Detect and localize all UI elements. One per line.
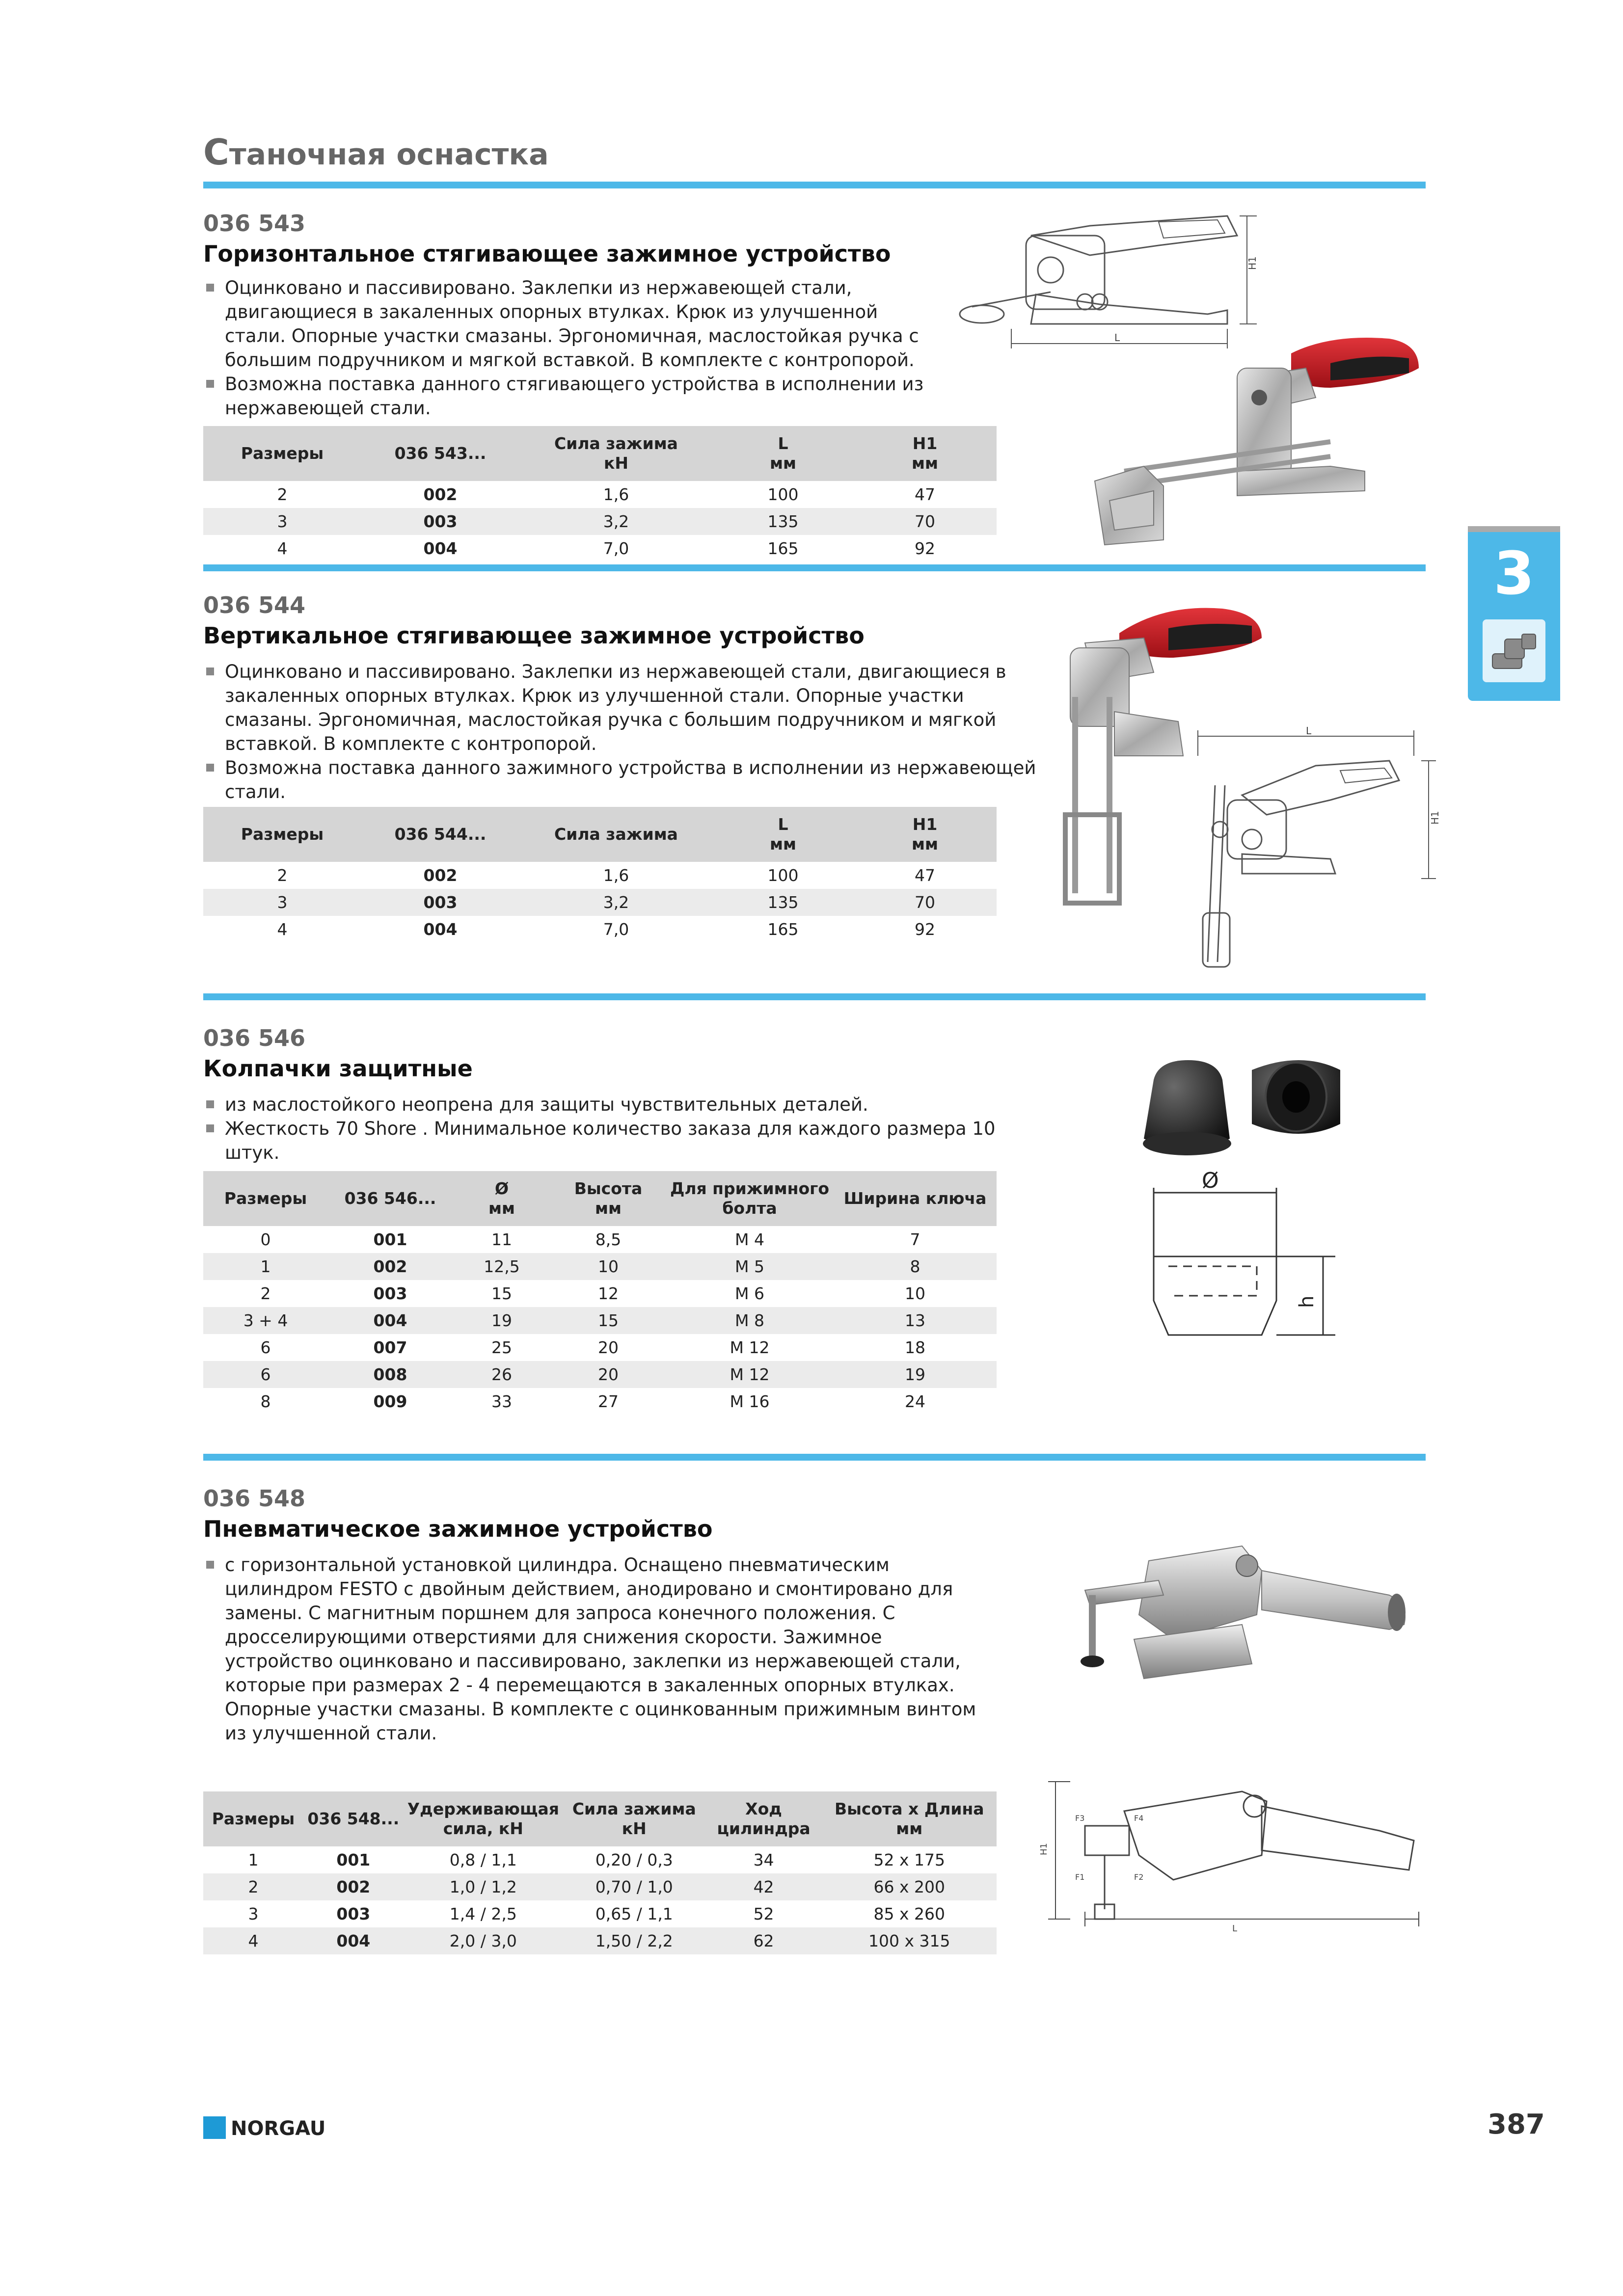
- table-header: 036 548...: [303, 1791, 404, 1846]
- table-row: 2 002 1,0 / 1,2 0,70 / 1,0 42 66 x 200: [203, 1873, 997, 1900]
- table-row: 6 007 25 20 M 12 18: [260, 1338, 925, 1357]
- table-row: 3 003 3,2 135 70: [203, 508, 997, 535]
- table-header: L мм: [713, 807, 853, 862]
- table-header: Размеры: [203, 1171, 328, 1226]
- product-code: 036 548: [203, 1485, 306, 1512]
- dim-label: H1: [1429, 811, 1441, 825]
- table-row: 0 001 11 8,5 M 4 7: [260, 1230, 920, 1249]
- table-header: Размеры: [203, 807, 361, 862]
- table-row: 6 008 26 20 M 12 19: [203, 1361, 997, 1388]
- list-item: Возможна поставка данного зажимного устройства в исполнении из нержавеющей стали.: [203, 756, 1048, 804]
- product-code: 036 543: [203, 210, 306, 237]
- dimension-drawing: [1139, 1168, 1345, 1355]
- table-header: Размеры: [203, 426, 361, 481]
- table-row: 3 003 3,2 135 70: [203, 889, 997, 916]
- product-code: 036 546: [203, 1025, 306, 1051]
- product-photo: [1075, 324, 1438, 550]
- product-title: Горизонтальное стягивающее зажимное устройство: [203, 240, 891, 267]
- table-header: Размеры: [203, 1791, 303, 1846]
- dimension-drawing: [1026, 1772, 1438, 1934]
- page-title: Станочная оснастка: [203, 132, 549, 173]
- list-item: из маслостойкого неопрена для защиты чувствительных деталей.: [203, 1093, 1048, 1117]
- brand-logo-mark: [203, 2116, 226, 2139]
- dim-label: F2: [1134, 1872, 1144, 1882]
- product-description: [203, 660, 1048, 804]
- table-row: 3 + 4 004 19 15 M 8 13: [203, 1307, 997, 1334]
- table-row: 2 002 1,6 100 47: [277, 866, 935, 885]
- section-divider: [203, 1454, 1426, 1461]
- product-title: Колпачки защитные: [203, 1055, 473, 1082]
- section-divider: [203, 564, 1426, 571]
- table-row: 4 004 2,0 / 3,0 1,50 / 2,2 62 100 x 315: [203, 1927, 997, 1954]
- dimension-drawing: [1168, 726, 1443, 972]
- product-photo: [1026, 1541, 1419, 1703]
- table-header: Высота мм: [551, 1171, 666, 1226]
- product-description: [203, 1553, 989, 1745]
- table-header: 036 544...: [361, 807, 519, 862]
- table-row: 1 001 0,8 / 1,1 0,20 / 0,3 34 52 x 175: [248, 1850, 945, 1869]
- dim-label: H1: [1246, 256, 1258, 270]
- list-item: Возможна поставка данного стягивающего устройства в исполнении из нержавеющей стали.: [203, 372, 940, 420]
- dim-label: H1: [1039, 1843, 1049, 1855]
- section-divider: [203, 993, 1426, 1000]
- dim-label: L: [1114, 332, 1120, 344]
- table-row: 4 004 7,0 165 92: [277, 539, 935, 558]
- table-header: Ход цилиндра: [705, 1791, 822, 1846]
- table-row: 2 003 15 12 M 6 10: [260, 1284, 925, 1303]
- table-header: Сила зажима: [519, 807, 713, 862]
- table-row: 2 002 1,6 100 47: [277, 485, 935, 504]
- table-row: 4 004 7,0 165 92: [277, 920, 935, 939]
- product-description: [203, 276, 940, 420]
- table-header: 036 546...: [328, 1171, 453, 1226]
- product-photo: [1134, 1041, 1360, 1163]
- table-row: 3 003 1,4 / 2,5 0,65 / 1,1 52 85 x 260: [248, 1904, 945, 1923]
- page-number: 387: [1488, 2109, 1545, 2140]
- dim-label: L: [1232, 1923, 1238, 1934]
- table-header: H1 мм: [853, 807, 997, 862]
- list-item: Жесткость 70 Shore . Минимальное количество заказа для каждого размера 10 штук.: [203, 1117, 1048, 1165]
- list-item: Оцинковано и пассивировано. Заклепки из нержавеющей стали, двигающиеся в закаленных опорных втулках. Крюк из улучшенной стали. Опорные участки смазаны. Эргономичная, маслостойкая ручка с большим подручником и мягкой вставкой. В комплекте с контропорой.: [203, 660, 1048, 756]
- dim-label: h: [1296, 1295, 1318, 1308]
- table-header: L мм: [713, 426, 853, 481]
- list-item: с горизонтальной установкой цилиндра. Оснащено пневматическим цилиндром FESTO с двойным действием, анодировано и смонтировано для замены. С магнитным поршнем для запроса конечного положения. С дросселирующими отверстиями для снижения скорости. Зажимное устройство оцинковано и пассивировано, заклепки из нержавеющей стали, которые при размерах 2 - 4 перемещаются в закаленных опорных втулках. Опорные участки смазаны. В комплекте с оцинкованным прижимным винтом из улучшенной стали.: [203, 1553, 989, 1745]
- table-header: Ø мм: [453, 1171, 551, 1226]
- brand-logo: NORGAU: [231, 2117, 326, 2140]
- table-header: Удерживающая сила, кН: [404, 1791, 563, 1846]
- dim-label: F1: [1075, 1872, 1085, 1882]
- chapter-tab: [1468, 526, 1560, 701]
- product-description: [203, 1093, 1048, 1165]
- spec-table: [203, 807, 997, 943]
- dim-label: L: [1306, 726, 1312, 737]
- table-row: 1 002 12,5 10 M 5 8: [203, 1253, 997, 1280]
- dim-label: F4: [1134, 1814, 1144, 1823]
- chapter-icon: [1483, 619, 1545, 682]
- table-row: 8 009 33 27 M 16 24: [260, 1392, 925, 1411]
- spec-table: [203, 1171, 997, 1415]
- dim-label: F3: [1075, 1814, 1085, 1823]
- section-divider: [203, 182, 1426, 188]
- product-title: Вертикальное стягивающее зажимное устройство: [203, 622, 865, 649]
- spec-table: [203, 1791, 997, 1954]
- table-header: Ширина ключа: [834, 1171, 997, 1226]
- table-header: Сила зажима кН: [563, 1791, 705, 1846]
- table-header: 036 543...: [361, 426, 519, 481]
- table-header: Для прижимного болта: [666, 1171, 834, 1226]
- chapter-tab-top-bar: [1468, 526, 1560, 532]
- dim-label: Ø: [1202, 1168, 1219, 1193]
- spec-table: [203, 426, 997, 562]
- table-header: Высота x Длина мм: [822, 1791, 997, 1846]
- product-title: Пневматическое зажимное устройство: [203, 1516, 713, 1542]
- product-code: 036 544: [203, 592, 306, 618]
- list-item: Оцинковано и пассивировано. Заклепки из нержавеющей стали, двигающиеся в закаленных опорных втулках. Крюк из улучшенной стали. Опорные участки смазаны. Эргономичная, маслостойкая ручка с большим подручником и мягкой вставкой. В комплекте с контропорой.: [203, 276, 940, 372]
- table-header: Сила зажима кН: [519, 426, 713, 481]
- chapter-number: 3: [1493, 540, 1535, 608]
- table-header: H1 мм: [853, 426, 997, 481]
